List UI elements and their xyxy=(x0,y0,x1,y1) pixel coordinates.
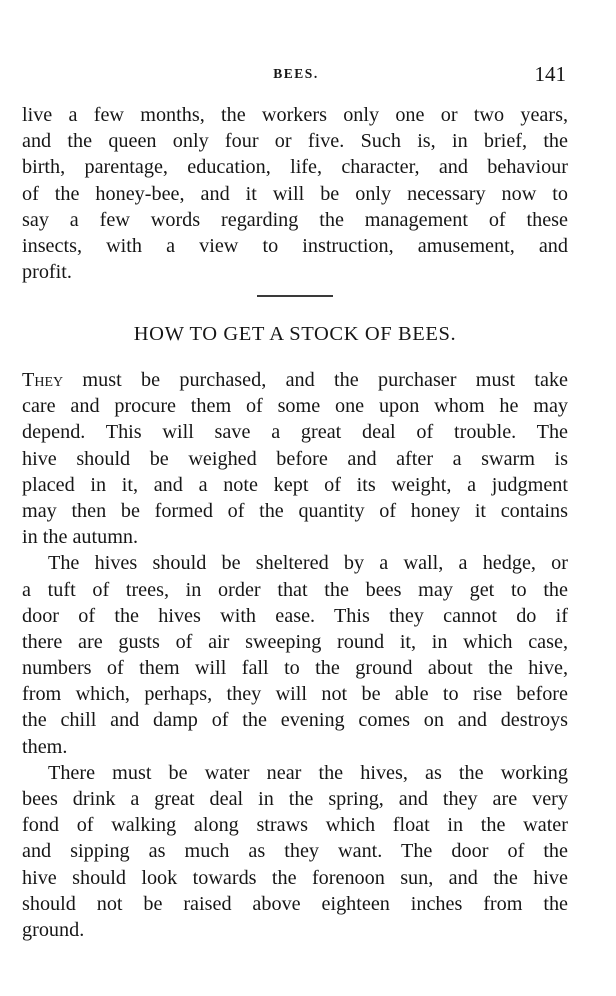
text-line: in the autumn. xyxy=(22,526,139,549)
text-line: there are gusts of air sweeping round it, in which case, xyxy=(22,630,568,653)
text-line: profit. xyxy=(22,261,72,284)
text-line: should not be raised above eighteen inches from the xyxy=(22,892,568,915)
text-line: placed in it, and a note kept of its weight, a judgment xyxy=(22,473,568,496)
text-line: ground. xyxy=(22,918,85,941)
text-line: live a few months, the workers only one or two years, xyxy=(22,104,568,126)
text-line: of the honey-bee, and it will be only necessary now to xyxy=(22,182,568,205)
text-line: may then be formed of the quantity of honey it contains xyxy=(22,499,568,522)
text-line: insects, with a view to instruction, amusement, and xyxy=(22,234,568,257)
text-line: from which, perhaps, they will not be able to rise before xyxy=(22,683,568,706)
first-line-rest: must be purchased, and the purchaser must take xyxy=(63,369,568,391)
text-line: The hives should be sheltered by a wall, a hedge, or xyxy=(48,552,568,575)
text-line: bees drink a great deal in the spring, and they are very xyxy=(22,788,568,810)
paragraph-first-line xyxy=(22,367,568,393)
text-line: There must be water near the hives, as the working xyxy=(48,761,568,784)
first-word: They xyxy=(22,369,64,391)
text-line: door of the hives with ease. This they cannot do if xyxy=(22,604,568,627)
running-head xyxy=(20,62,572,88)
text-line: a tuft of trees, in order that the bees may get to the xyxy=(22,578,568,601)
text-line: say a few words regarding the management of these xyxy=(22,208,568,231)
text-line: hive should be weighed before and after a swarm is xyxy=(22,447,568,470)
section-divider xyxy=(257,295,333,297)
page-number: 141 xyxy=(534,62,566,86)
text-line: them. xyxy=(22,735,68,758)
text-line: fond of walking along straws which float in the water xyxy=(22,814,568,837)
text-line: the chill and damp of the evening comes on and destroys xyxy=(22,709,568,732)
text-line: and sipping as much as they want. The door of the xyxy=(22,840,568,863)
text-line: numbers of them will fall to the ground about the hive, xyxy=(22,657,568,680)
text-line: and the queen only four or five. Such is, in brief, the xyxy=(22,130,568,153)
section-body xyxy=(22,367,568,943)
running-title: BEES. xyxy=(273,66,319,81)
text-line: hive should look towards the forenoon sun, and the hive xyxy=(22,866,568,889)
section-heading: HOW TO GET A STOCK OF BEES. xyxy=(133,323,457,345)
text-line: care and procure them of some one upon whom he may xyxy=(22,395,568,418)
text-line: depend. This will save a great deal of trouble. The xyxy=(22,421,568,444)
continuation-paragraph xyxy=(22,102,568,285)
text-line: birth, parentage, education, life, character, and behaviour xyxy=(22,156,568,179)
